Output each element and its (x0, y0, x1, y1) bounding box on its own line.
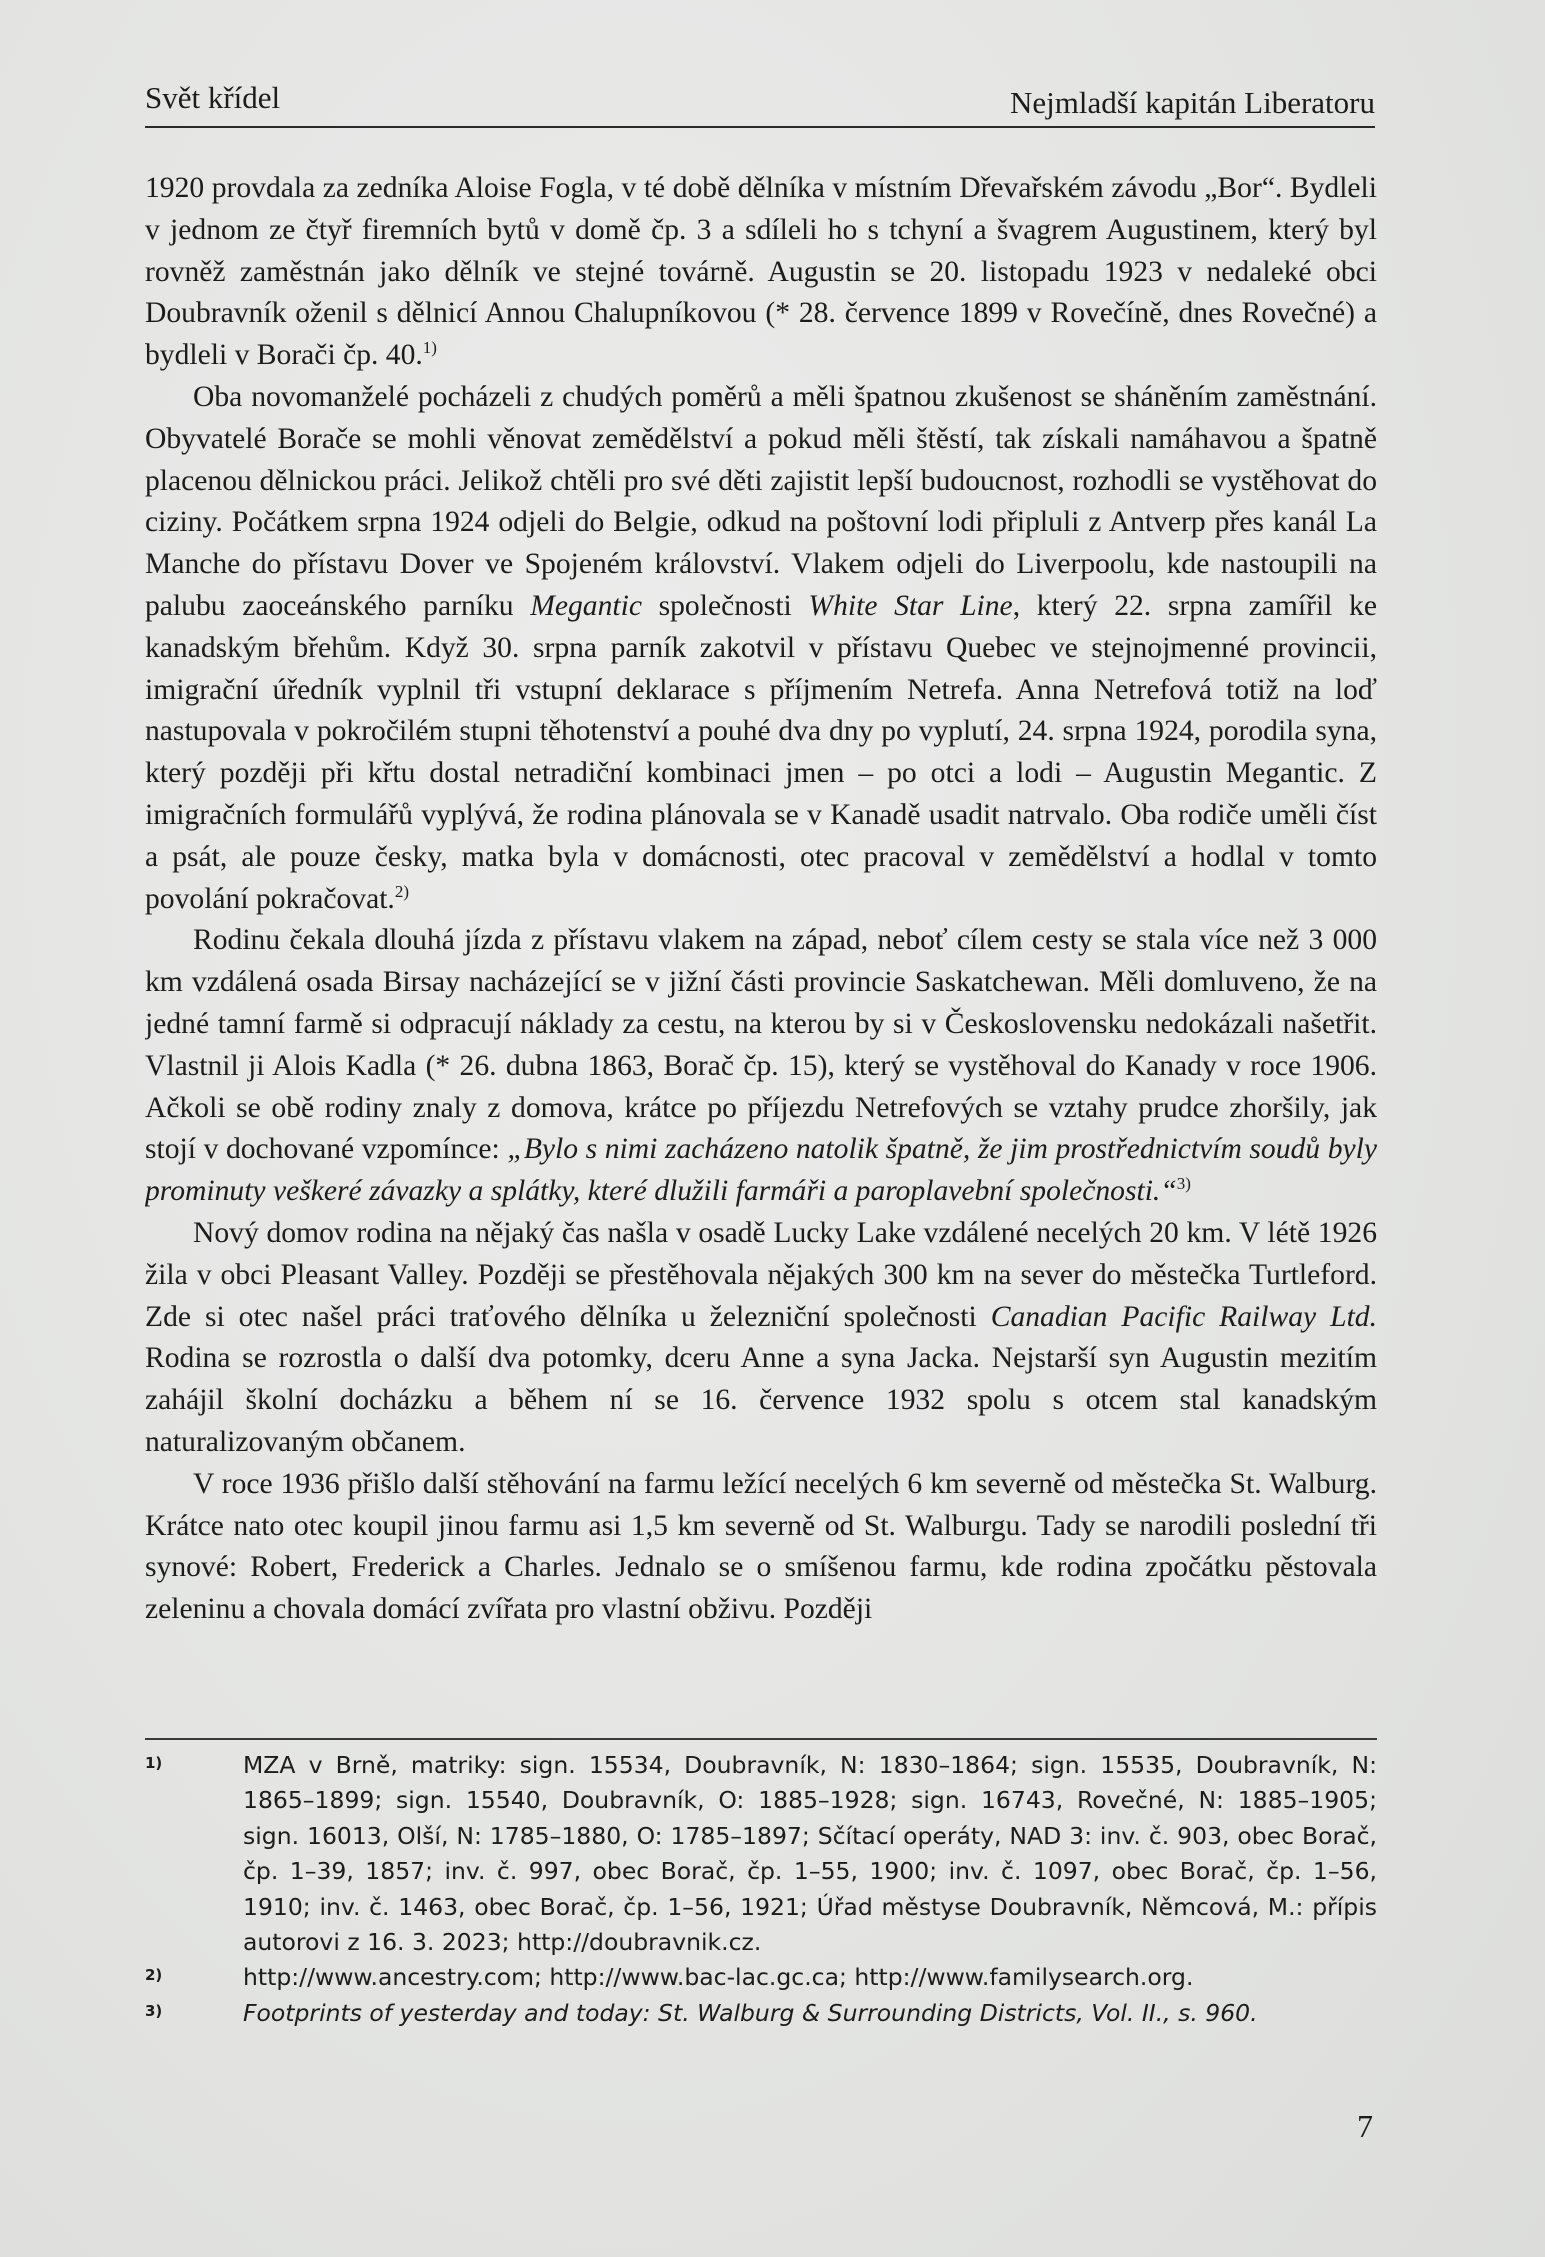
footnote-text: Footprints of yesterday and today: St. Walburg & Surrounding Districts, Vol. II., s. 960. (243, 1998, 1258, 2027)
footnotes (145, 1748, 1377, 2031)
footnote-mark: 2) (145, 1966, 163, 1985)
paragraph: Rodinu čekala dlouhá jízda z přístavu vlakem na západ, neboť cílem cesty se stala více než 3 000 km vzdálená osada Birsay nacházející se v jižní části provincie Saskatchewan. Měli domluveno, že na jedné tamní farmě si odpracují náklady za cestu, na kterou by si v Československu nedokázali našetřit. Vlastnil ji Alois Kadla (* 26. dubna 1863, Borač čp. 15), který se vystěhoval do Kanady v roce 1906. Ačkoli se obě rodiny znaly z domova, krátce po příjezdu Netrefových se vztahy prudce zhoršily, jak stojí v dochované vzpomínce: „Bylo s nimi zacházeno natolik špatně, že jim prostřednictvím soudů byly prominuty veškeré závazky a splátky, které dlužili farmáři a paroplavební společnosti.“$^{3)}$ (145, 924, 1377, 1208)
footnote-ref[interactable]: 3) (1176, 1174, 1191, 1194)
quotation: „Bylo s nimi zacházeno natolik špatně, že jim prostřednictvím soudů byly prominuty veškeré závazky a splátky, které dlužili farmáři a paroplavební společnosti.“ (145, 1133, 1377, 1208)
footnote-ref[interactable]: 1) (422, 338, 437, 358)
paragraph: 1920 provdala za zedníka Aloise Fogla, v té době dělníka v místním Dřevařském závodu „Bor“. Bydleli v jednom ze čtyř firemních bytů v domě čp. 3 a sdíleli ho s tchyní a švagrem Augustinem, který byl rovněž zaměstnán jako dělník ve stejné továrně. Augustin se 20. listopadu 1923 v nedaleké obci Doubravník oženil s dělnicí Annou Chalupníkovou (* 28. července 1899 v Rovečíně, dnes Rovečné) a bydleli v Borači čp. 40.$^{1)}$ (145, 172, 1377, 372)
running-head (145, 70, 1375, 128)
footnote-text: MZA v Brně, matriky: sign. 15534, Doubravník, N: 1830–1864; sign. 15535, Doubravník, N: 1865–1899; sign. 15540, Doubravník, O: 1885–1928; sign. 16743, Rovečné, N: 1885–1905; sign. 16013, Olší, N: 1785–1880, O: 1785–1897; Sčítací operáty, NAD 3: inv. č. 903, obec Borač, čp. 1–39, 1857; inv. č. 997, obec Borač, čp. 1–55, 1900; inv. č. 1097, obec Borač, čp. 1–56, 1910; inv. č. 1463, obec Borač, čp. 1–56, 1921; Úřad městyse Doubravník, Němcová, M.: přípis autorovi z 16. 3. 2023; http://doubravnik.cz. (243, 1751, 1377, 1957)
footnote-ref[interactable]: 2) (394, 881, 409, 901)
book-title: Svět křídel (145, 80, 281, 115)
paragraph: V roce 1936 přišlo další stěhování na farmu ležící necelých 6 km severně od městečka St. Walburg. Krátce nato otec koupil jinou farmu asi 1,5 km severně od St. Walburgu. Tady se narodili poslední tři synové: Robert, Frederick a Charles. Jednalo se o smíšenou farmu, kde rodina zpočátku pěstovala zeleninu a chovala domácí zvířata pro vlastní obživu. Později (145, 1467, 1377, 1626)
footnote-mark: 3) (145, 2001, 163, 2020)
footnote-text[interactable]: http://www.ancestry.com; http://www.bac-lac.gc.ca; http://www.familysearch.org. (243, 1963, 1194, 1992)
railway-name: Canadian Pacific Railway Ltd. (990, 1300, 1377, 1333)
company-name: White Star Line (808, 589, 1013, 622)
footnote-2 (145, 1960, 1377, 1995)
footnote-mark: 1) (145, 1754, 163, 1772)
footnote-1 (145, 1748, 1377, 1960)
footnote-divider (145, 1738, 1377, 1740)
chapter-title: Nejmladší kapitán Liberatoru (1010, 85, 1375, 120)
paragraph: Oba novomanželé pocházeli z chudých poměrů a měli špatnou zkušenost se sháněním zaměstnání. Obyvatelé Borače se mohli věnovat zemědělství a pokud měli štěstí, tak získali namáhavou a špatně placenou dělnickou práci. Jelikož chtěli pro své děti zajistit lepší budoucnost, rozhodli se vystěhovat do ciziny. Počátkem srpna 1924 odjeli do Belgie, odkud na poštovní lodi připluli z Antverp přes kanál La Manche do přístavu Dover ve Spojeném království. Vlakem odjeli do Liverpoolu, kde nastoupili na palubu zaoceánského parníku Megantic společnosti White Star Line, který 22. srpna zamířil ke kanadským břehům. Když 30. srpna parník zakotvil v přístavu Quebec ve stejnojmenné provincii, imigrační úředník vyplnil tři vstupní deklarace s příjmením Netrefa. Anna Netrefová totiž na loď nastupovala v pokročilém stupni těhotenství a pouhé dva dny po vyplutí, 24. srpna 1924, porodila syna, který později při křtu dostal netradiční kombinaci jmen – po otci a lodi – Augustin Megantic. Z imigračních formulářů vyplývá, že rodina plánovala se v Kanadě usadit natrvalo. Oba rodiče uměli číst a psát, ale pouze česky, matka byla v domácnosti, otec pracoval v zemědělství a hodlal v tomto povolání pokračovat.$^{2)}$ (145, 380, 1377, 915)
paragraph: Nový domov rodina na nějaký čas našla v osadě Lucky Lake vzdálené necelých 20 km. V létě 1926 žila v obci Pleasant Valley. Později se přestěhovala nějakých 300 km na sever do městečka Turtleford. Zde si otec našel práci traťového dělníka u železniční společnosti Canadian Pacific Railway Ltd. Rodina se rozrostla o další dva potomky, dceru Anne a syna Jacka. Nejstarší syn Augustin mezitím zahájil školní docházku a během ní se 16. července 1932 spolu s otcem stal kanadským naturalizovaným občanem. (145, 1216, 1377, 1458)
page-number: 7 (1357, 2108, 1373, 2144)
main-text (145, 168, 1377, 1713)
footnote-3 (145, 1996, 1377, 2031)
ship-name: Megantic (530, 589, 642, 622)
